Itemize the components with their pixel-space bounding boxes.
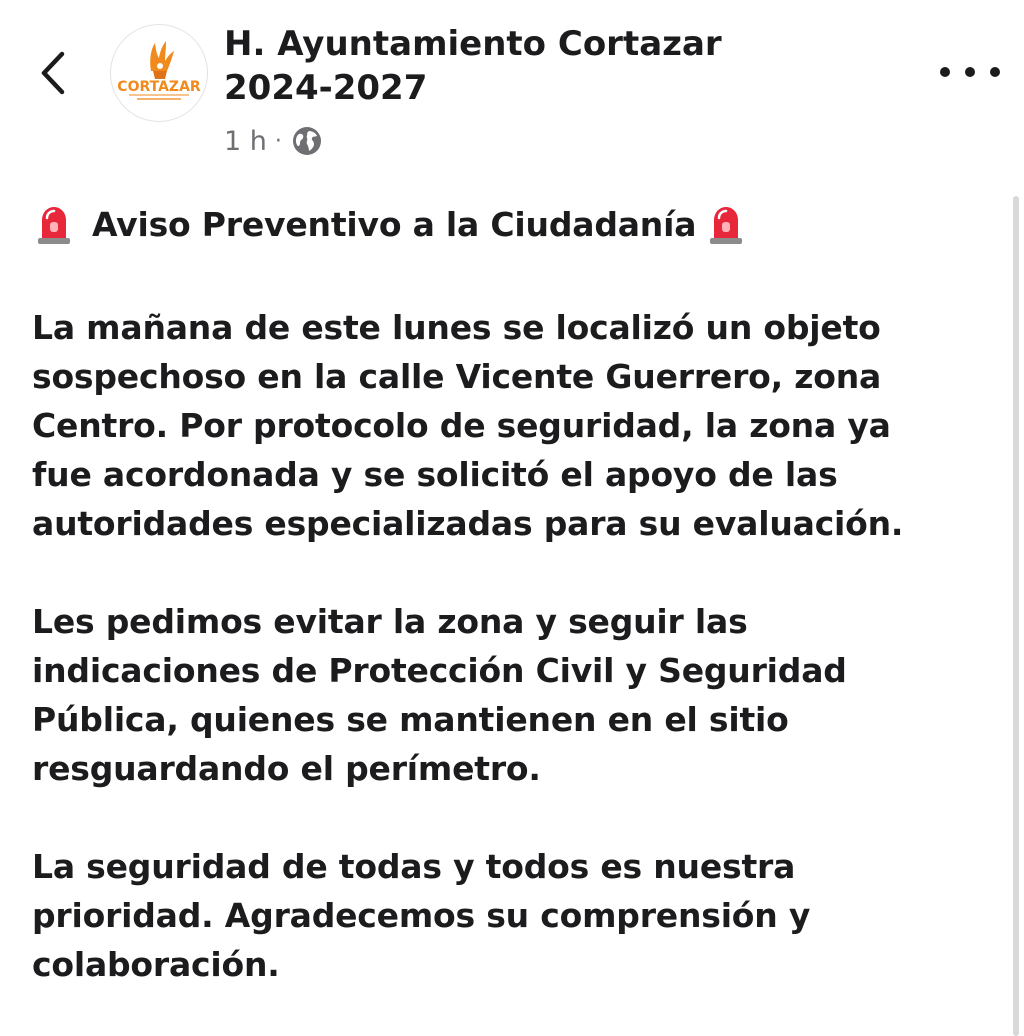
page-avatar[interactable]: [110, 24, 208, 122]
post-body: [32, 194, 992, 989]
paragraph-line: indicaciones de Protección Civil y Seguridad: [32, 651, 847, 690]
paragraph-line: Centro. Por protocolo de seguridad, la zona ya: [32, 406, 891, 445]
globe-icon[interactable]: [290, 124, 324, 158]
more-dot: [990, 67, 1000, 77]
post-headline-text: Aviso Preventivo a la Ciudadanía: [92, 204, 697, 244]
post-header: [0, 0, 1024, 170]
police-siren-icon: [704, 202, 748, 246]
page-name-line2: 2024-2027: [224, 68, 428, 108]
police-siren-icon: [32, 202, 76, 246]
post-headline: [32, 194, 992, 254]
paragraph-line: sospechoso en la calle Vicente Guerrero, zona: [32, 357, 882, 396]
page-name[interactable]: [224, 22, 864, 110]
cortazar-logo: [111, 25, 207, 121]
paragraph-line: fue acordonada y se solicitó el apoyo de las: [32, 455, 838, 494]
more-options-button[interactable]: [940, 54, 1000, 90]
paragraph-line: Les pedimos evitar la zona y seguir las: [32, 602, 748, 641]
page-name-line1: H. Ayuntamiento Cortazar: [224, 24, 722, 64]
back-button[interactable]: [30, 46, 80, 100]
paragraph-spacer: [32, 548, 992, 597]
avatar-logo-text: CORTAZAR: [117, 79, 201, 95]
more-horizontal-icon: [940, 67, 950, 77]
paragraph-spacer: [32, 254, 992, 303]
more-dot: [965, 67, 975, 77]
paragraph-line: resguardando el perímetro.: [32, 749, 541, 788]
chevron-left-icon: [30, 46, 80, 100]
paragraph-line: colaboración.: [32, 945, 280, 984]
post-paragraph-1: [32, 303, 992, 548]
paragraph-line: prioridad. Agradecemos su comprensión y: [32, 896, 811, 935]
post-paragraph-3: [32, 842, 992, 989]
meta-separator: ·: [274, 128, 282, 154]
post-paragraph-2: [32, 597, 992, 793]
paragraph-line: La seguridad de todas y todos es nuestra: [32, 847, 796, 886]
paragraph-line: autoridades especializadas para su evaluación.: [32, 504, 904, 543]
paragraph-line: La mañana de este lunes se localizó un objeto: [32, 308, 881, 347]
paragraph-line: Pública, quienes se mantienen en el sitio: [32, 700, 789, 739]
post-timestamp[interactable]: 1 h: [224, 125, 267, 157]
scrollbar[interactable]: [1013, 196, 1019, 1036]
post-meta: [224, 122, 324, 160]
paragraph-spacer: [32, 793, 992, 842]
